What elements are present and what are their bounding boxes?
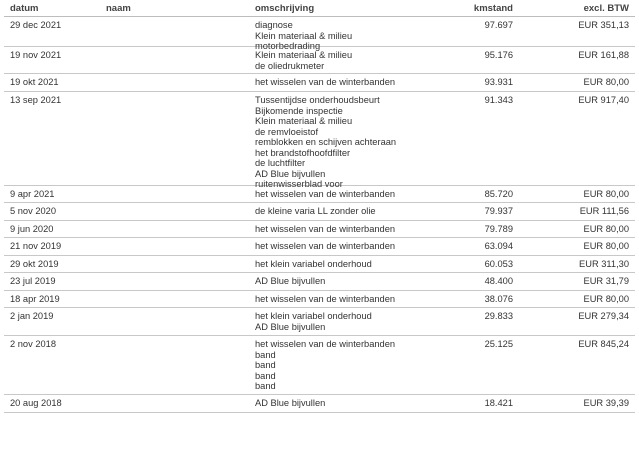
cell-datum: 21 nov 2019 <box>10 241 62 251</box>
cell-datum: 13 sep 2021 <box>10 95 62 105</box>
omschrijving-line: de kleine varia LL zonder olie <box>255 206 376 216</box>
cell-kmstand: 60.053 <box>484 259 513 269</box>
cell-omschrijving <box>255 294 395 305</box>
cell-omschrijving <box>255 398 325 409</box>
cell-omschrijving <box>255 189 395 200</box>
omschrijving-line: band <box>255 349 276 360</box>
omschrijving-line: het brandstofhoofdfilter <box>255 147 351 158</box>
cell-datum: 19 okt 2021 <box>10 77 59 87</box>
cell-excl-btw: EUR 845,24 <box>578 339 629 349</box>
maintenance-history-table <box>4 0 635 413</box>
omschrijving-line: diagnose <box>255 20 293 30</box>
cell-excl-btw: EUR 917,40 <box>578 95 629 105</box>
cell-kmstand: 48.400 <box>484 276 513 286</box>
cell-omschrijving <box>255 259 372 270</box>
cell-kmstand: 91.343 <box>484 95 513 105</box>
column-header-excl-btw: excl. BTW <box>583 3 629 14</box>
column-header-kmstand: kmstand <box>473 3 513 14</box>
table-row <box>4 221 635 238</box>
cell-excl-btw: EUR 111,56 <box>579 206 629 216</box>
cell-datum: 9 jun 2020 <box>10 224 54 234</box>
omschrijving-line: Tussentijdse onderhoudsbeurt <box>255 95 380 105</box>
cell-omschrijving <box>255 224 395 235</box>
cell-datum: 5 nov 2020 <box>10 206 57 216</box>
omschrijving-line: band <box>255 360 276 370</box>
omschrijving-line: AD Blue bijvullen <box>255 276 326 286</box>
omschrijving-line: Klein materiaal & milieu <box>255 30 353 41</box>
omschrijving-line: het wisselen van de winterbanden <box>255 241 396 251</box>
cell-datum: 20 aug 2018 <box>10 398 62 408</box>
cell-omschrijving <box>255 311 372 332</box>
table-row <box>4 203 635 221</box>
omschrijving-line: de oliedrukmeter <box>255 60 325 71</box>
cell-excl-btw: EUR 161,88 <box>578 50 629 60</box>
cell-omschrijving <box>255 276 325 287</box>
cell-kmstand: 38.076 <box>484 294 513 304</box>
omschrijving-line: AD Blue bijvullen <box>255 168 326 179</box>
column-header-omschrijving: omschrijving <box>255 3 315 14</box>
omschrijving-line: de remvloeistof <box>255 126 319 137</box>
cell-excl-btw: EUR 31,79 <box>583 276 629 286</box>
omschrijving-line: remblokken en schijven achteraan <box>255 137 397 147</box>
column-header-naam: naam <box>106 3 131 14</box>
cell-excl-btw: EUR 351,13 <box>578 20 629 30</box>
omschrijving-line: het wisselen van de winterbanden <box>255 189 396 199</box>
table-row <box>4 17 635 51</box>
cell-excl-btw: EUR 80,00 <box>583 241 629 251</box>
omschrijving-line: Bijkomende inspectie <box>255 105 343 116</box>
omschrijving-line: ruitenwisserblad voor <box>255 179 343 189</box>
table-row <box>4 291 635 308</box>
cell-kmstand: 29.833 <box>484 311 513 321</box>
omschrijving-line: het wisselen van de winterbanden <box>255 224 396 234</box>
omschrijving-line: het wisselen van de winterbanden <box>255 77 396 87</box>
omschrijving-line: Klein materiaal & milieu <box>255 116 353 126</box>
omschrijving-line: band <box>255 370 276 381</box>
omschrijving-line: AD Blue bijvullen <box>255 398 326 408</box>
table-row <box>4 336 635 395</box>
cell-excl-btw: EUR 311,30 <box>579 259 629 269</box>
cell-kmstand: 95.176 <box>484 50 513 60</box>
cell-excl-btw: EUR 80,00 <box>583 224 629 234</box>
table-row <box>4 74 635 92</box>
cell-kmstand: 18.421 <box>484 398 513 408</box>
cell-kmstand: 93.931 <box>484 77 513 87</box>
omschrijving-line: AD Blue bijvullen <box>255 321 326 332</box>
table-row <box>4 92 635 189</box>
table-row <box>4 273 635 291</box>
cell-datum: 2 jan 2019 <box>10 311 54 321</box>
table-header <box>4 0 635 17</box>
cell-excl-btw: EUR 80,00 <box>583 294 629 304</box>
cell-excl-btw: EUR 80,00 <box>583 189 629 199</box>
omschrijving-line: het klein variabel onderhoud <box>255 259 372 269</box>
omschrijving-line: het wisselen van de winterbanden <box>255 339 396 349</box>
cell-omschrijving <box>255 339 395 392</box>
table-row <box>4 256 635 273</box>
omschrijving-line: band <box>255 381 276 391</box>
table-row <box>4 47 635 74</box>
omschrijving-line: de luchtfilter <box>255 158 306 168</box>
cell-kmstand: 85.720 <box>484 189 513 199</box>
table-row <box>4 308 635 336</box>
cell-datum: 18 apr 2019 <box>10 294 60 304</box>
omschrijving-line: Klein materiaal & milieu <box>255 50 353 60</box>
cell-omschrijving <box>255 241 395 252</box>
table-body <box>4 17 635 413</box>
cell-omschrijving <box>255 50 352 71</box>
table-row <box>4 186 635 203</box>
omschrijving-line: motorbedrading <box>255 41 321 51</box>
cell-datum: 23 jul 2019 <box>10 276 56 286</box>
cell-kmstand: 79.789 <box>484 224 513 234</box>
column-header-datum: datum <box>10 3 39 14</box>
cell-datum: 2 nov 2018 <box>10 339 57 349</box>
cell-excl-btw: EUR 80,00 <box>583 77 629 87</box>
cell-datum: 29 okt 2019 <box>10 259 59 269</box>
cell-kmstand: 63.094 <box>484 241 513 251</box>
cell-omschrijving <box>255 95 396 190</box>
omschrijving-line: het wisselen van de winterbanden <box>255 294 396 304</box>
cell-datum: 9 apr 2021 <box>10 189 55 199</box>
table-row <box>4 395 635 413</box>
omschrijving-line: het klein variabel onderhoud <box>255 311 372 321</box>
cell-omschrijving <box>255 77 395 88</box>
cell-kmstand: 97.697 <box>484 20 513 30</box>
cell-kmstand: 25.125 <box>484 339 513 349</box>
cell-omschrijving <box>255 206 376 217</box>
cell-datum: 19 nov 2021 <box>10 50 62 60</box>
table-row <box>4 238 635 256</box>
cell-excl-btw: EUR 279,34 <box>578 311 629 321</box>
cell-datum: 29 dec 2021 <box>10 20 62 30</box>
cell-excl-btw: EUR 39,39 <box>583 398 629 408</box>
cell-kmstand: 79.937 <box>484 206 513 216</box>
